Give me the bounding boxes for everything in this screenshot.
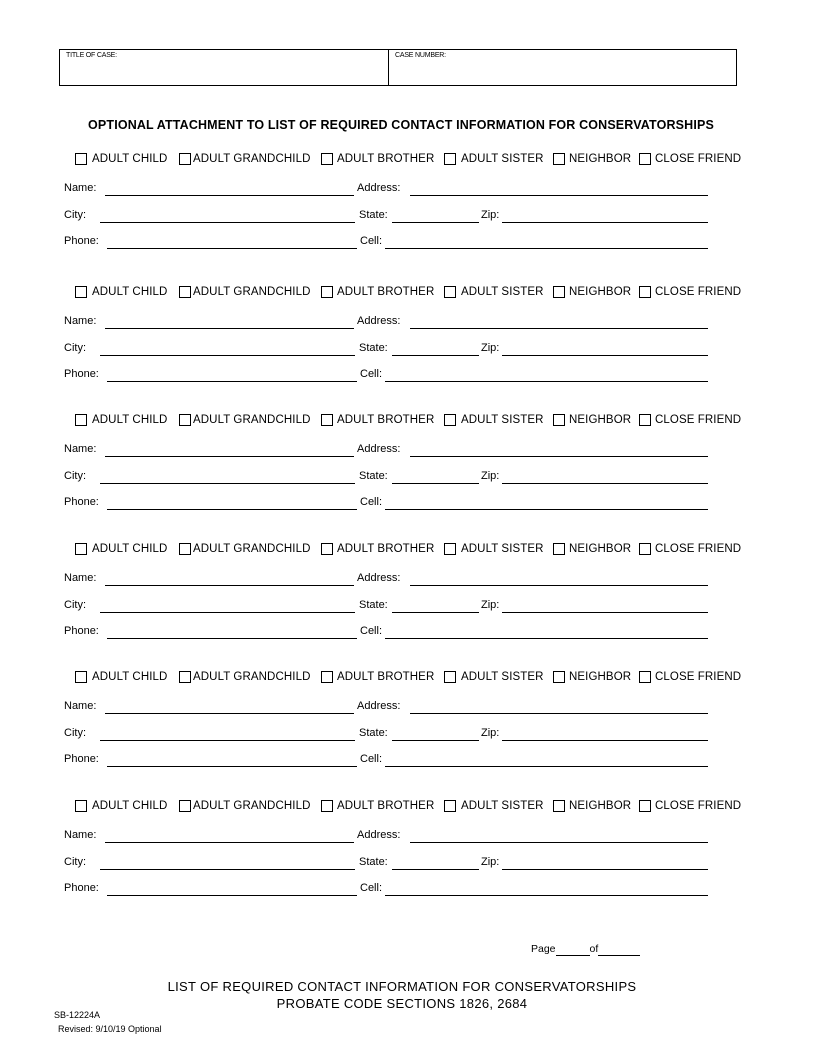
name-label: Name: [64, 443, 97, 455]
case-number-cell [389, 50, 736, 85]
close-friend-checkbox[interactable] [639, 543, 651, 555]
field-row [0, 496, 816, 512]
field-row [0, 625, 816, 641]
zip-input[interactable] [502, 600, 708, 613]
city-label: City: [64, 599, 86, 611]
zip-label: Zip: [481, 599, 500, 611]
adult-child-checkbox[interactable] [75, 153, 87, 165]
relationship-option-close-friend[interactable] [639, 152, 775, 166]
cell-label: Cell: [360, 882, 383, 894]
state-label: State: [359, 856, 388, 868]
field-row [0, 235, 816, 251]
field-row [0, 315, 816, 331]
state-input[interactable] [392, 343, 479, 356]
name-label: Name: [64, 829, 97, 841]
field-row [0, 829, 816, 845]
adult-child-checkbox[interactable] [75, 286, 87, 298]
address-label: Address: [357, 315, 401, 327]
case-number-input[interactable] [393, 63, 732, 82]
relationship-option-close-friend[interactable] [639, 670, 775, 684]
adult-grandchild-label: ADULT GRANDCHILD [193, 286, 311, 298]
relationship-option-adult-grandchild[interactable] [179, 799, 313, 813]
adult-grandchild-label: ADULT GRANDCHILD [193, 153, 311, 165]
city-input[interactable] [100, 343, 355, 356]
title-of-case-cell [60, 50, 389, 85]
close-friend-checkbox[interactable] [639, 153, 651, 165]
city-input[interactable] [100, 600, 355, 613]
neighbor-label: NEIGHBOR [569, 800, 632, 812]
relationship-option-close-friend[interactable] [639, 542, 775, 556]
phone-label: Phone: [64, 368, 99, 380]
zip-input[interactable] [502, 728, 708, 741]
adult-sister-checkbox[interactable] [444, 671, 456, 683]
state-input[interactable] [392, 600, 479, 613]
contact-block [0, 542, 816, 646]
name-label: Name: [64, 700, 97, 712]
page-label: Page [531, 943, 556, 955]
city-input[interactable] [100, 471, 355, 484]
relationship-option-adult-brother[interactable] [321, 799, 457, 813]
adult-brother-checkbox[interactable] [321, 800, 333, 812]
name-input[interactable] [105, 316, 354, 329]
field-row [0, 470, 816, 486]
adult-brother-checkbox[interactable] [321, 543, 333, 555]
address-input[interactable] [410, 830, 708, 843]
state-input[interactable] [392, 471, 479, 484]
form-id: SB-12224A [54, 1010, 101, 1020]
adult-sister-checkbox[interactable] [444, 800, 456, 812]
adult-brother-label: ADULT BROTHER [337, 800, 435, 812]
adult-sister-label: ADULT SISTER [461, 800, 544, 812]
address-label: Address: [357, 443, 401, 455]
address-input[interactable] [410, 316, 708, 329]
adult-grandchild-label: ADULT GRANDCHILD [193, 543, 311, 555]
zip-label: Zip: [481, 470, 500, 482]
state-label: State: [359, 209, 388, 221]
state-input[interactable] [392, 857, 479, 870]
field-row [0, 599, 816, 615]
cell-label: Cell: [360, 753, 383, 765]
neighbor-checkbox[interactable] [553, 286, 565, 298]
adult-brother-label: ADULT BROTHER [337, 153, 435, 165]
state-input[interactable] [392, 728, 479, 741]
address-label: Address: [357, 572, 401, 584]
zip-input[interactable] [502, 471, 708, 484]
close-friend-label: CLOSE FRIEND [655, 800, 742, 812]
field-row [0, 727, 816, 743]
cell-label: Cell: [360, 625, 383, 637]
adult-sister-checkbox[interactable] [444, 153, 456, 165]
close-friend-label: CLOSE FRIEND [655, 671, 742, 683]
adult-grandchild-checkbox[interactable] [179, 800, 191, 812]
adult-child-checkbox[interactable] [75, 543, 87, 555]
name-label: Name: [64, 315, 97, 327]
neighbor-label: NEIGHBOR [569, 543, 632, 555]
phone-label: Phone: [64, 882, 99, 894]
phone-input[interactable] [107, 236, 357, 249]
field-row [0, 882, 816, 898]
adult-grandchild-checkbox[interactable] [179, 543, 191, 555]
field-row [0, 443, 816, 459]
relationship-option-close-friend[interactable] [639, 799, 775, 813]
cell-input[interactable] [385, 626, 708, 639]
zip-label: Zip: [481, 856, 500, 868]
adult-child-label: ADULT CHILD [92, 543, 168, 555]
adult-sister-label: ADULT SISTER [461, 414, 544, 426]
title-of-case-input[interactable] [64, 63, 384, 82]
adult-child-checkbox[interactable] [75, 800, 87, 812]
adult-grandchild-checkbox[interactable] [179, 671, 191, 683]
adult-brother-checkbox[interactable] [321, 286, 333, 298]
footer-title: LIST OF REQUIRED CONTACT INFORMATION FOR CONSERVATORSHIPS [167, 979, 637, 994]
city-input[interactable] [100, 857, 355, 870]
cell-input[interactable] [385, 754, 708, 767]
field-row [0, 209, 816, 225]
relationship-option-close-friend[interactable] [639, 413, 775, 427]
close-friend-checkbox[interactable] [639, 800, 651, 812]
relationship-option-adult-brother[interactable] [321, 285, 457, 299]
city-label: City: [64, 856, 86, 868]
adult-child-label: ADULT CHILD [92, 286, 168, 298]
close-friend-label: CLOSE FRIEND [655, 286, 742, 298]
neighbor-label: NEIGHBOR [569, 671, 632, 683]
field-row [0, 182, 816, 198]
contact-block [0, 799, 816, 903]
adult-grandchild-checkbox[interactable] [179, 153, 191, 165]
close-friend-checkbox[interactable] [639, 414, 651, 426]
zip-label: Zip: [481, 727, 500, 739]
name-label: Name: [64, 572, 97, 584]
contact-block [0, 285, 816, 389]
city-label: City: [64, 470, 86, 482]
state-label: State: [359, 727, 388, 739]
relationship-option-adult-grandchild[interactable] [179, 413, 313, 427]
adult-sister-label: ADULT SISTER [461, 286, 544, 298]
page-number-line [531, 943, 640, 956]
close-friend-label: CLOSE FRIEND [655, 153, 742, 165]
phone-input[interactable] [107, 369, 357, 382]
adult-sister-checkbox[interactable] [444, 286, 456, 298]
neighbor-checkbox[interactable] [553, 800, 565, 812]
phone-label: Phone: [64, 235, 99, 247]
contact-block [0, 413, 816, 517]
neighbor-checkbox[interactable] [553, 671, 565, 683]
address-input[interactable] [410, 701, 708, 714]
cell-label: Cell: [360, 368, 383, 380]
relationship-option-adult-brother[interactable] [321, 152, 457, 166]
relationship-option-adult-grandchild[interactable] [179, 542, 313, 556]
adult-brother-label: ADULT BROTHER [337, 286, 435, 298]
adult-grandchild-checkbox[interactable] [179, 414, 191, 426]
zip-input[interactable] [502, 343, 708, 356]
adult-grandchild-checkbox[interactable] [179, 286, 191, 298]
phone-input[interactable] [107, 497, 357, 510]
phone-input[interactable] [107, 754, 357, 767]
neighbor-label: NEIGHBOR [569, 414, 632, 426]
city-label: City: [64, 727, 86, 739]
field-row [0, 856, 816, 872]
field-row [0, 753, 816, 769]
relationship-option-adult-brother[interactable] [321, 542, 457, 556]
adult-brother-checkbox[interactable] [321, 671, 333, 683]
address-input[interactable] [410, 573, 708, 586]
cell-input[interactable] [385, 883, 708, 896]
neighbor-checkbox[interactable] [553, 414, 565, 426]
state-label: State: [359, 599, 388, 611]
neighbor-label: NEIGHBOR [569, 286, 632, 298]
adult-brother-label: ADULT BROTHER [337, 543, 435, 555]
adult-child-label: ADULT CHILD [92, 414, 168, 426]
address-label: Address: [357, 829, 401, 841]
phone-label: Phone: [64, 753, 99, 765]
city-label: City: [64, 342, 86, 354]
name-input[interactable] [105, 444, 354, 457]
adult-child-label: ADULT CHILD [92, 671, 168, 683]
field-row [0, 368, 816, 384]
state-label: State: [359, 470, 388, 482]
phone-input[interactable] [107, 626, 357, 639]
cell-input[interactable] [385, 236, 708, 249]
adult-sister-label: ADULT SISTER [461, 153, 544, 165]
adult-brother-checkbox[interactable] [321, 414, 333, 426]
relationship-option-close-friend[interactable] [639, 285, 775, 299]
adult-child-checkbox[interactable] [75, 414, 87, 426]
adult-sister-checkbox[interactable] [444, 543, 456, 555]
title-of-case-label: TITLE OF CASE: [66, 52, 117, 59]
zip-label: Zip: [481, 209, 500, 221]
cell-label: Cell: [360, 496, 383, 508]
city-input[interactable] [100, 728, 355, 741]
relationship-option-adult-grandchild[interactable] [179, 285, 313, 299]
close-friend-label: CLOSE FRIEND [655, 414, 742, 426]
state-label: State: [359, 342, 388, 354]
adult-grandchild-label: ADULT GRANDCHILD [193, 671, 311, 683]
relationship-option-adult-grandchild[interactable] [179, 670, 313, 684]
adult-brother-checkbox[interactable] [321, 153, 333, 165]
adult-child-label: ADULT CHILD [92, 153, 168, 165]
adult-grandchild-label: ADULT GRANDCHILD [193, 414, 311, 426]
contact-block [0, 152, 816, 256]
cell-input[interactable] [385, 369, 708, 382]
page-title: OPTIONAL ATTACHMENT TO LIST OF REQUIRED CONTACT INFORMATION FOR CONSERVATORSHIPS [88, 118, 714, 132]
contact-block [0, 670, 816, 774]
name-label: Name: [64, 182, 97, 194]
field-row [0, 572, 816, 588]
field-row [0, 342, 816, 358]
total-pages-input[interactable] [598, 945, 640, 956]
address-label: Address: [357, 182, 401, 194]
cell-input[interactable] [385, 497, 708, 510]
relationship-option-adult-brother[interactable] [321, 413, 457, 427]
relationship-option-adult-grandchild[interactable] [179, 152, 313, 166]
close-friend-checkbox[interactable] [639, 286, 651, 298]
name-input[interactable] [105, 830, 354, 843]
neighbor-label: NEIGHBOR [569, 153, 632, 165]
field-row [0, 700, 816, 716]
close-friend-label: CLOSE FRIEND [655, 543, 742, 555]
adult-brother-label: ADULT BROTHER [337, 414, 435, 426]
footer-subtitle: PROBATE CODE SECTIONS 1826, 2684 [276, 996, 528, 1011]
adult-sister-checkbox[interactable] [444, 414, 456, 426]
close-friend-checkbox[interactable] [639, 671, 651, 683]
revision-note: Revised: 9/10/19 Optional [58, 1024, 162, 1034]
adult-grandchild-label: ADULT GRANDCHILD [193, 800, 311, 812]
state-input[interactable] [392, 210, 479, 223]
adult-child-label: ADULT CHILD [92, 800, 168, 812]
address-label: Address: [357, 700, 401, 712]
zip-label: Zip: [481, 342, 500, 354]
address-input[interactable] [410, 183, 708, 196]
phone-label: Phone: [64, 496, 99, 508]
zip-input[interactable] [502, 210, 708, 223]
cell-label: Cell: [360, 235, 383, 247]
neighbor-checkbox[interactable] [553, 543, 565, 555]
case-header-box [59, 49, 737, 86]
city-input[interactable] [100, 210, 355, 223]
phone-input[interactable] [107, 883, 357, 896]
name-input[interactable] [105, 183, 354, 196]
adult-sister-label: ADULT SISTER [461, 543, 544, 555]
city-label: City: [64, 209, 86, 221]
name-input[interactable] [105, 701, 354, 714]
neighbor-checkbox[interactable] [553, 153, 565, 165]
adult-sister-label: ADULT SISTER [461, 671, 544, 683]
case-number-label: CASE NUMBER: [395, 52, 446, 59]
adult-child-checkbox[interactable] [75, 671, 87, 683]
of-label: of [589, 943, 599, 955]
page-number-input[interactable] [556, 945, 590, 956]
adult-brother-label: ADULT BROTHER [337, 671, 435, 683]
name-input[interactable] [105, 573, 354, 586]
zip-input[interactable] [502, 857, 708, 870]
relationship-option-adult-brother[interactable] [321, 670, 457, 684]
phone-label: Phone: [64, 625, 99, 637]
address-input[interactable] [410, 444, 708, 457]
